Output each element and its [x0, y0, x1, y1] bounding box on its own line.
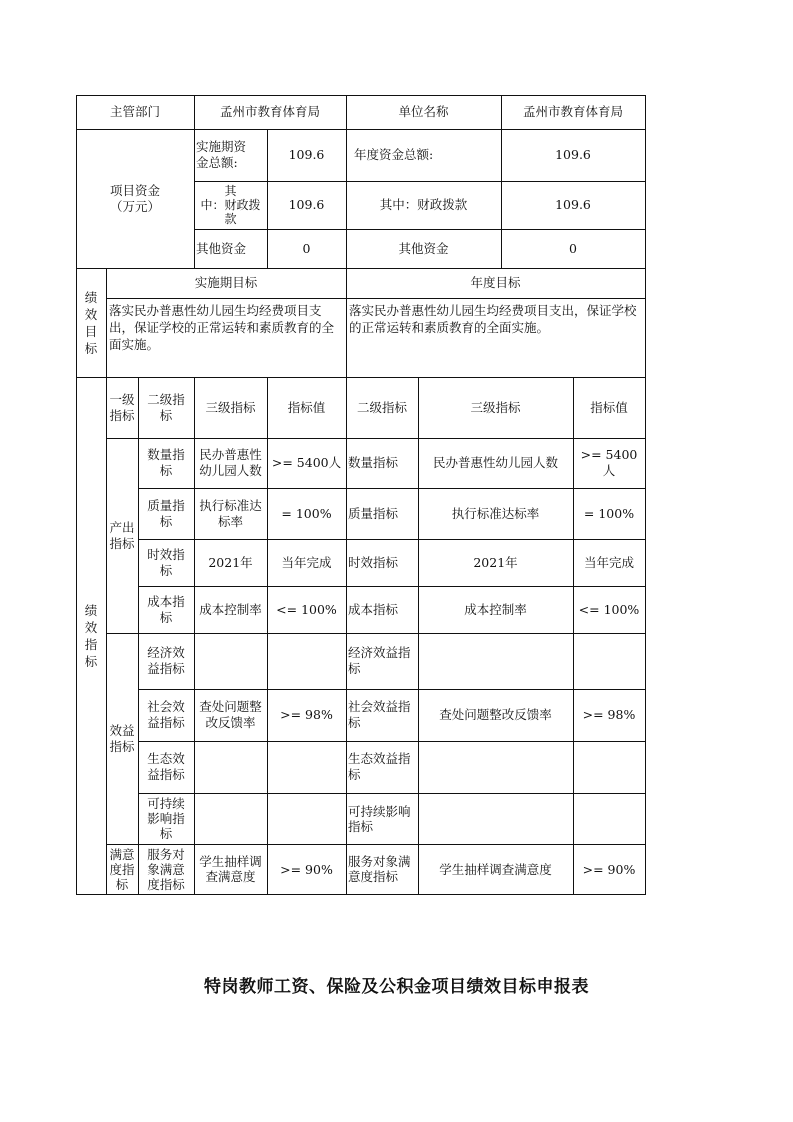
- indicator-cell-v: [267, 633, 346, 689]
- year-total-value: 109.6: [555, 147, 591, 162]
- indicator-cell-l2: 可持续 影响指 标: [147, 796, 185, 841]
- indicator-cell-yl2: 可持续影响 指标: [348, 803, 411, 834]
- indicator-cell-l3: [194, 741, 267, 793]
- grid-hline: [106, 438, 646, 439]
- indicator-cell-l3: 成本控制率: [199, 601, 262, 617]
- indicator-cell-l2: 服务对 象满意 度指标: [147, 846, 185, 892]
- indicator-cell-yl3: 2021年: [473, 554, 518, 570]
- indicator-cell-yl3: 查处问题整改反馈率: [439, 707, 552, 722]
- goals-year-header: 年度目标: [470, 275, 521, 290]
- indicator-cell-v: >= 90%: [280, 861, 333, 877]
- goals-label: 绩 效 目 标: [84, 289, 98, 356]
- indicator-cell-yl3: [418, 793, 573, 844]
- indicator-cell-l3: [194, 633, 267, 689]
- indicator-cell-l3: 民办普惠性 幼儿园人数: [199, 447, 262, 478]
- grid-hline: [106, 298, 646, 299]
- header-year-level2: 二级指标: [356, 399, 407, 415]
- year-fiscal-value: 109.6: [555, 197, 591, 212]
- funds-total-value: 109.6: [288, 147, 325, 162]
- unit-value: 孟州市教育体育局: [522, 104, 623, 119]
- indicator-cell-yl3: 民办普惠性幼儿园人数: [432, 455, 558, 470]
- header-level2: 二级指 标: [147, 391, 185, 423]
- indicator-cell-yv: >= 90%: [582, 861, 636, 877]
- header-level3: 三级指标: [205, 399, 256, 415]
- other-value: 0: [302, 240, 311, 256]
- grid-vline: [501, 95, 502, 269]
- fiscal-label: 其 中：财政拨 款: [200, 184, 261, 226]
- grid-hline: [76, 129, 646, 130]
- indicator-cell-yl2: 服务对象满 意度指标: [348, 854, 411, 884]
- grid-hline: [76, 268, 646, 269]
- goals-period-text: 落实民办普惠性幼儿园生均经费项目支出，保证学校的正常运转和素质教育的全面实施。: [109, 303, 335, 352]
- grid-bottom-border: [76, 894, 646, 895]
- indicator-cell-l2: 质量指 标: [147, 497, 185, 529]
- grid-vline: [346, 95, 347, 895]
- indicator-cell-yv: [573, 741, 645, 793]
- indicator-cell-l2: 生态效 益指标: [147, 751, 185, 782]
- grid-vline: [267, 129, 268, 269]
- next-section-title: 特岗教师工资、保险及公积金项目绩效目标申报表: [204, 977, 589, 997]
- indicator-cell-l3: 执行标准达 标率: [199, 497, 262, 529]
- grid-vline: [194, 377, 195, 895]
- other-label: 其他资金: [196, 240, 247, 256]
- goals-period-header: 实施期目标: [194, 275, 258, 290]
- satisfaction-indicators-label: 满意 度指 标: [109, 846, 135, 892]
- indicator-cell-v: 当年完成: [281, 554, 332, 570]
- indicator-cell-l3: 2021年: [208, 554, 253, 570]
- indicator-cell-l2: 时效指 标: [147, 546, 185, 578]
- indicator-cell-v: <= 100%: [276, 601, 337, 617]
- indicator-cell-yl3: [418, 633, 573, 689]
- indicator-cell-yl2: 质量指标: [348, 505, 399, 521]
- indicator-cell-yv: >= 98%: [582, 707, 636, 722]
- grid-hline: [106, 633, 646, 634]
- indicator-cell-l2: 成本指 标: [147, 593, 185, 625]
- grid-vline: [194, 95, 195, 269]
- indicator-cell-yv: = 100%: [583, 505, 635, 521]
- indicator-cell-l3: 查处问题整 改反馈率: [199, 699, 262, 730]
- header-value: 指标值: [287, 399, 326, 415]
- grid-hline: [138, 586, 646, 587]
- goals-year-text: 落实民办普惠性幼儿园生均经费项目支出，保证学校的正常运转和素质教育的全面实施。: [349, 303, 637, 335]
- indicator-cell-v: = 100%: [281, 505, 332, 521]
- indicators-label: 绩 效 指 标: [84, 602, 98, 669]
- grid-hline: [138, 488, 646, 489]
- grid-hline: [138, 793, 646, 794]
- grid-left-border: [76, 95, 77, 895]
- indicator-cell-yl2: 社会效益指 标: [348, 699, 411, 730]
- indicator-cell-yl3: 成本控制率: [464, 601, 527, 617]
- indicator-cell-v: [267, 793, 346, 844]
- grid-vline: [573, 377, 574, 895]
- grid-vline: [418, 377, 419, 895]
- indicator-cell-yv: >= 5400人: [580, 447, 638, 478]
- grid-hline: [194, 229, 646, 230]
- grid-hline: [138, 689, 646, 690]
- header-year-level3: 三级指标: [470, 399, 521, 415]
- funds-total-label: 实施期资 金总额:: [196, 139, 247, 170]
- year-total-label: 年度资金总额:: [354, 147, 434, 162]
- grid-hline: [106, 844, 646, 845]
- indicator-cell-yv: [573, 633, 645, 689]
- indicator-cell-l2: 经济效 益指标: [147, 645, 185, 676]
- year-fiscal-label: 其中：财政拨款: [379, 197, 468, 212]
- grid-vline: [267, 377, 268, 895]
- grid-hline: [194, 181, 646, 182]
- dept-value: 孟州市教育体育局: [219, 104, 320, 119]
- indicator-cell-yl3: [418, 741, 573, 793]
- indicator-cell-l3: [194, 793, 267, 844]
- funds-label: 项目资金 （万元）: [109, 182, 160, 214]
- fiscal-value: 109.6: [288, 197, 325, 212]
- indicator-cell-v: >= 5400人: [271, 455, 342, 470]
- indicator-cell-yl2: 数量指标: [348, 455, 399, 470]
- dept-label: 主管部门: [109, 104, 160, 119]
- indicator-cell-yl2: 经济效益指 标: [348, 645, 411, 676]
- year-other-value: 0: [569, 240, 577, 256]
- indicator-cell-v: [267, 741, 346, 793]
- header-year-value: 指标值: [590, 399, 628, 415]
- grid-hline: [76, 377, 646, 378]
- header-level1: 一级 指标: [109, 391, 135, 423]
- grid-hline: [138, 539, 646, 540]
- indicator-cell-l2: 社会效 益指标: [147, 699, 185, 730]
- grid-top-border: [76, 95, 646, 96]
- output-indicators-label: 产出 指标: [109, 519, 135, 551]
- benefit-indicators-label: 效益 指标: [109, 722, 135, 754]
- unit-label: 单位名称: [398, 104, 449, 119]
- grid-right-border: [645, 95, 646, 895]
- indicator-cell-v: >= 98%: [280, 707, 333, 722]
- indicator-cell-yv: 当年完成: [583, 554, 634, 570]
- indicator-cell-l3: 学生抽样调 查满意度: [199, 854, 262, 884]
- grid-vline: [138, 377, 139, 895]
- indicator-cell-yl2: 时效指标: [348, 554, 399, 570]
- indicator-cell-yv: <= 100%: [578, 601, 640, 617]
- indicator-cell-yl3: 执行标准达标率: [451, 505, 540, 521]
- indicator-cell-yl2: 成本指标: [348, 601, 399, 617]
- indicator-cell-l2: 数量指 标: [147, 447, 185, 478]
- grid-vline: [106, 268, 107, 895]
- grid-hline: [138, 741, 646, 742]
- indicator-cell-yl2: 生态效益指 标: [348, 751, 411, 782]
- indicator-cell-yl3: 学生抽样调查满意度: [439, 861, 552, 877]
- year-other-label: 其他资金: [398, 240, 449, 256]
- indicator-cell-yv: [573, 793, 645, 844]
